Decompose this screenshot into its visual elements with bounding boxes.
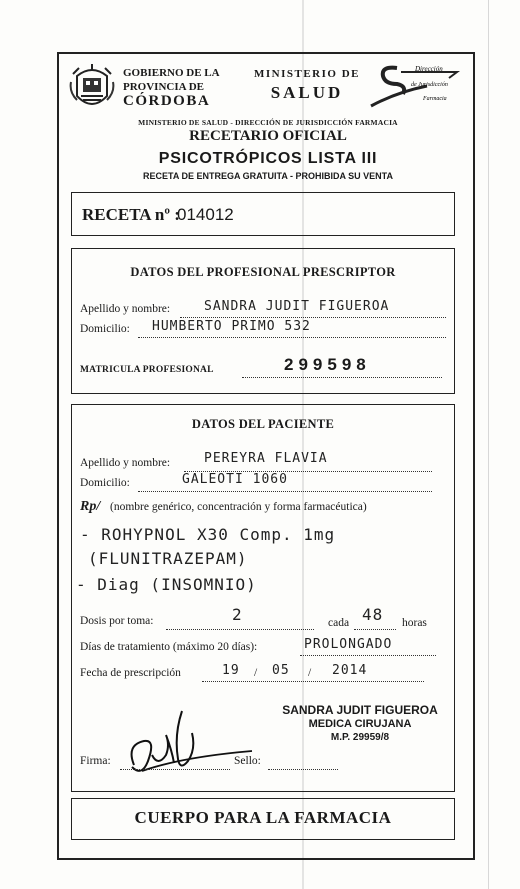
logo-text-3: Farmacia	[423, 96, 447, 102]
gobierno-line-3: CÓRDOBA	[123, 93, 211, 109]
matricula-value: 299598	[284, 355, 371, 374]
cada-label: cada	[328, 617, 350, 629]
profesional-apellido-label: Apellido y nombre:	[80, 303, 171, 315]
paciente-domicilio-line	[138, 491, 432, 492]
stamp-line-2: MEDICA CIRUJANA	[308, 718, 412, 730]
fecha-day: 19	[222, 663, 240, 678]
matricula-line	[242, 377, 442, 378]
paciente-domicilio-value: GALEOTI 1060	[182, 472, 288, 487]
receta-number: 014012	[177, 205, 234, 224]
fecha-year: 2014	[332, 663, 368, 678]
sello-label: Sello:	[234, 755, 261, 767]
receta-number-box	[71, 192, 455, 236]
rx-line-2: (FLUNITRAZEPAM)	[88, 549, 248, 568]
profesional-title: DATOS DEL PROFESIONAL PRESCRIPTOR	[130, 265, 396, 279]
provincial-coat-of-arms-icon	[69, 62, 115, 112]
dias-value: PROLONGADO	[304, 637, 393, 652]
cada-line	[354, 629, 396, 630]
entrega-gratuita-notice: RECETA DE ENTREGA GRATUITA - PROHIBIDA SU VENTA	[142, 171, 393, 181]
profesional-domicilio-value: HUMBERTO PRIMO 532	[152, 319, 311, 334]
fecha-sep-1: /	[254, 667, 258, 679]
matricula-label: MATRICULA PROFESIONAL	[80, 365, 214, 375]
rx-line-3: - Diag (INSOMNIO)	[76, 575, 257, 594]
horas-label: horas	[402, 617, 427, 629]
logo-text-2: de Jurisdicción	[411, 82, 448, 88]
paciente-title: DATOS DEL PACIENTE	[191, 417, 335, 431]
fecha-line	[202, 681, 424, 682]
sello-line	[268, 769, 338, 770]
paciente-domicilio-label: Domicilio:	[80, 477, 130, 489]
paper-edge	[488, 0, 489, 889]
dosis-value: 2	[232, 605, 243, 624]
dosis-line	[166, 629, 314, 630]
firma-label: Firma:	[80, 755, 111, 767]
fecha-month: 05	[272, 663, 290, 678]
ministerio-line-1: MINISTERIO DE	[254, 68, 360, 80]
receta-label: RECETA nº :	[82, 205, 180, 224]
stamp-line-1: SANDRA JUDIT FIGUEROA	[282, 703, 438, 717]
profesional-apellido-line	[180, 317, 446, 318]
rx-line-1: - ROHYPNOL X30 Comp. 1mg	[80, 525, 336, 544]
firma-line	[120, 769, 230, 770]
profesional-domicilio-line	[138, 337, 446, 338]
profesional-domicilio-label: Domicilio:	[80, 323, 130, 335]
prescription-form	[57, 52, 475, 860]
rp-hint: (nombre genérico, concentración y forma farmacéutica)	[110, 501, 367, 513]
dosis-label: Dosis por toma:	[80, 615, 154, 627]
fecha-label: Fecha de prescripción	[80, 667, 181, 679]
fecha-sep-2: /	[308, 667, 312, 679]
gobierno-line-1: GOBIERNO DE LA	[123, 67, 220, 79]
cada-value: 48	[362, 605, 384, 624]
rp-label: Rp/	[80, 499, 101, 514]
direccion-subtitle: MINISTERIO DE SALUD - DIRECCIÓN DE JURISDICCIÓN FARMACIA	[138, 118, 398, 127]
profesional-section	[71, 248, 455, 394]
gobierno-cordoba-title	[123, 66, 233, 108]
form-header	[59, 54, 477, 204]
gobierno-line-2: PROVINCIA DE	[123, 81, 204, 93]
paciente-section	[71, 404, 455, 792]
stamp-line-3: M.P. 29959/8	[330, 732, 390, 743]
paciente-apellido-label: Apellido y nombre:	[80, 457, 171, 469]
farmacia-title: CUERPO PARA LA FARMACIA	[134, 808, 392, 827]
dias-line	[300, 655, 436, 656]
ministerio-line-2: SALUD	[270, 83, 344, 102]
jurisdiccion-farmacia-logo-icon	[367, 62, 467, 114]
ministerio-title	[245, 68, 369, 103]
profesional-apellido-value: SANDRA JUDIT FIGUEROA	[204, 299, 390, 314]
farmacia-section	[71, 798, 455, 840]
handwritten-signature-icon	[122, 705, 262, 783]
dias-label: Días de tratamiento (máximo 20 días):	[80, 641, 258, 653]
doctor-stamp	[268, 703, 452, 745]
psicotropicos-title: PSICOTRÓPICOS LISTA III	[158, 150, 378, 167]
paciente-apellido-value: PEREYRA FLAVIA	[204, 451, 328, 466]
recetario-title: RECETARIO OFICIAL	[189, 128, 347, 144]
logo-text-1: Dirección	[415, 65, 443, 73]
